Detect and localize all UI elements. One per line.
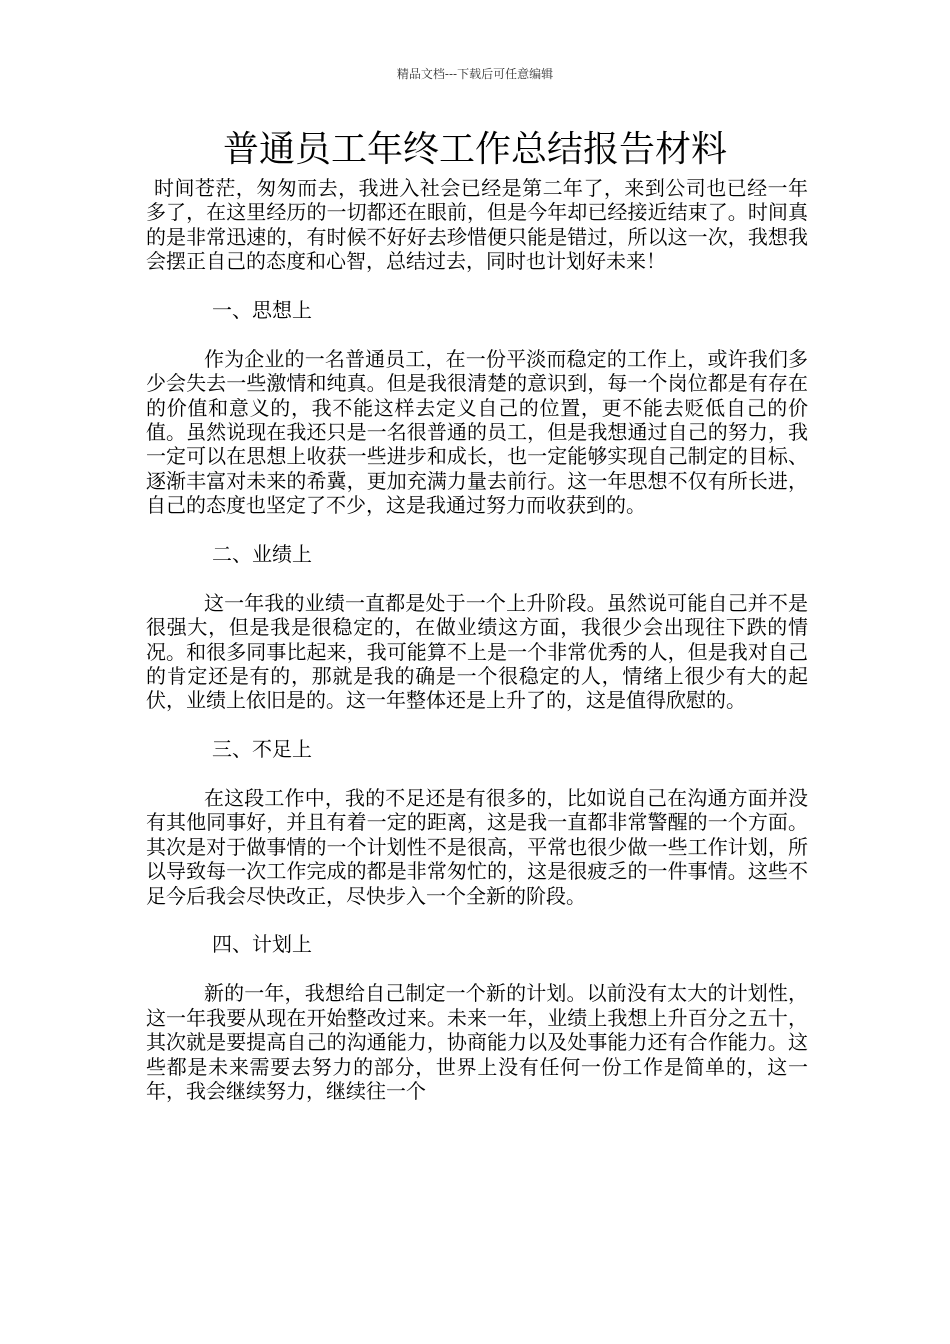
document-title: 普通员工年终工作总结报告材料	[222, 129, 727, 170]
section-paragraph-thought: 作为企业的一名普通员工，在一份平淡而稳定的工作上，或许我们多少会失去一些激情和纯真。但是我很清楚的意识到，每一个岗位都是有存在的价值和意义的，我不能这样去定义自己的位置，更不能去贬低自己的价值。虽然说现在我还只是一名很普通的员工，但是我想通过自己的努力，我一定可以在思想上收获一些进步和成长，也一定能够实现自己制定的目标、逐渐丰富对未来的希冀，更加充满力量去前行。这一年思想不仅有所长进，自己的态度也坚定了不少，这是我通过努力而收获到的。	[146, 346, 808, 518]
section-heading-shortcomings: 三、不足上	[212, 737, 312, 762]
section-heading-plan: 四、计划上	[212, 932, 312, 957]
spacer	[146, 566, 808, 590]
spacer	[146, 957, 808, 981]
spacer	[146, 908, 808, 932]
section-heading-thought: 一、思想上	[212, 298, 312, 323]
spacer	[146, 322, 808, 346]
intro-paragraph: 时间苍茫，匆匆而去，我进入社会已经是第二年了，来到公司也已经一年多了，在这里经历的一切都还在眼前，但是今年却已经接近结束了。时间真的是非常迅速的，有时候不好好去珍惜便只能是错过，所以这一次，我想我会摆正自己的态度和心智，总结过去，同时也计划好未来！	[146, 176, 808, 274]
section-paragraph-shortcomings: 在这段工作中，我的不足还是有很多的，比如说自己在沟通方面并没有其他同事好，并且有着一定的距离，这是我一直都非常警醒的一个方面。其次是对于做事情的一个计划性不是很高，平常也很少做一些工作计划，所以导致每一次工作完成的都是非常匆忙的，这是很疲乏的一件事情。这些不足今后我会尽快改正，尽快步入一个全新的阶段。	[146, 786, 808, 908]
document-body	[146, 176, 808, 1103]
spacer	[146, 518, 808, 542]
spacer	[146, 274, 808, 298]
section-paragraph-performance: 这一年我的业绩一直都是处于一个上升阶段。虽然说可能自己并不是很强大，但是我是很稳定的，在做业绩这方面，我很少会出现往下跌的情况。和很多同事比起来，我可能算不上是一个非常优秀的人，但是我对自己的肯定还是有的，那就是我的确是一个很稳定的人，情绪上很少有大的起伏，业绩上依旧是的。这一年整体还是上升了的，这是值得欣慰的。	[146, 590, 808, 713]
spacer	[146, 762, 808, 786]
spacer	[146, 713, 808, 737]
section-paragraph-plan: 新的一年，我想给自己制定一个新的计划。以前没有太大的计划性，这一年我要从现在开始整改过来。未来一年，业绩上我想上升百分之五十，其次就是要提高自己的沟通能力，协商能力以及处事能力还有合作能力。这些都是未来需要去努力的部分，世界上没有任何一份工作是简单的，这一年，我会继续努力，继续往一个	[146, 981, 808, 1103]
header-note: 精品文档---下载后可任意编辑	[396, 67, 554, 81]
section-heading-performance: 二、业绩上	[212, 542, 312, 567]
